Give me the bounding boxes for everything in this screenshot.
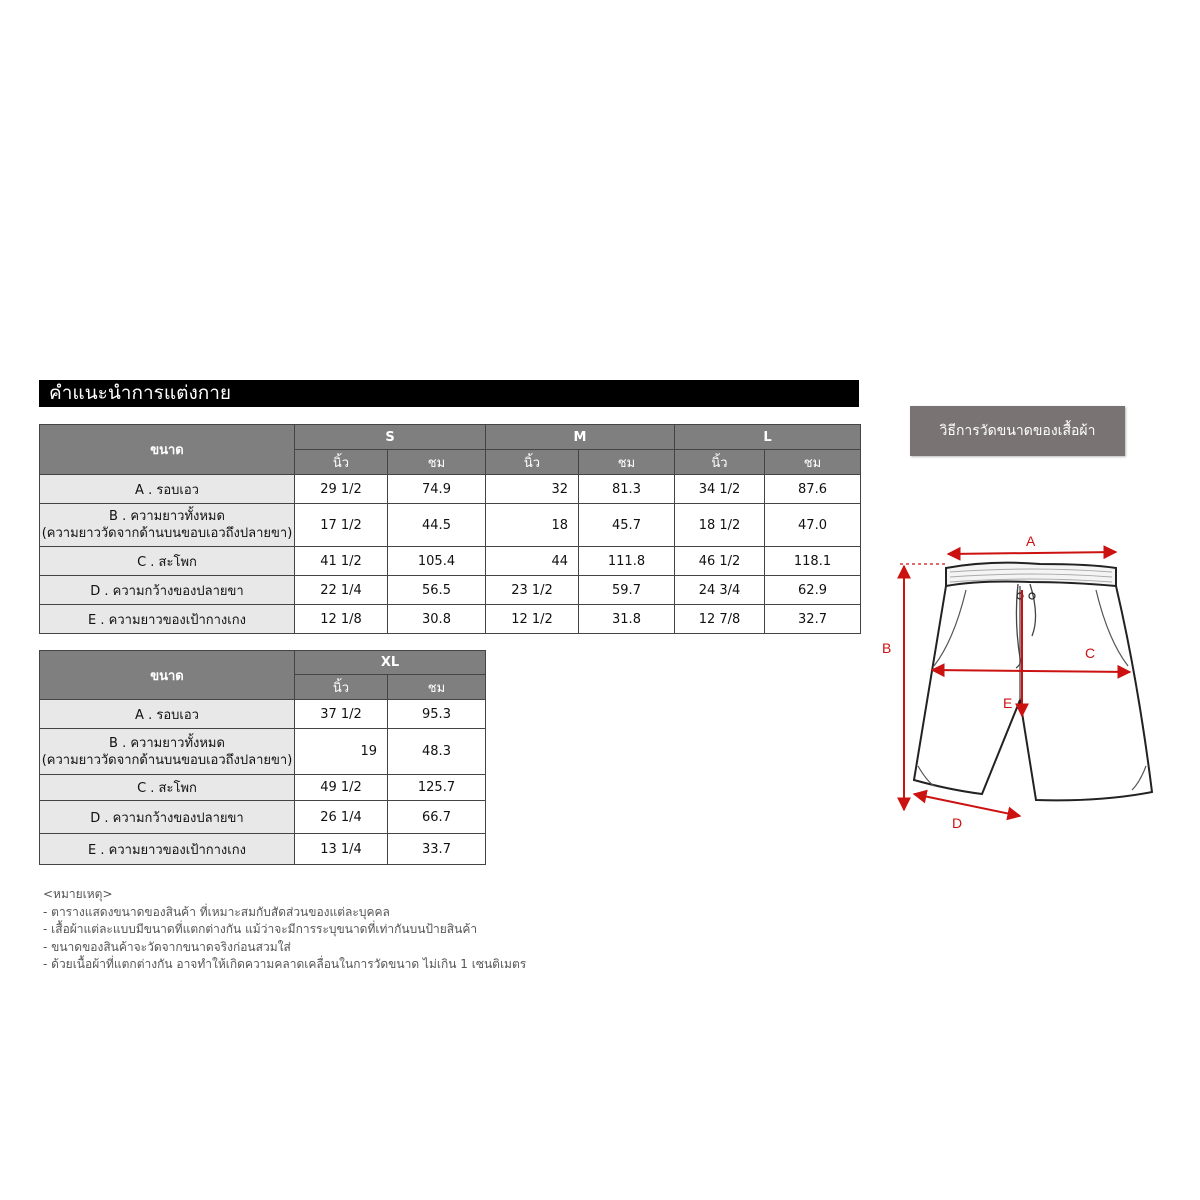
page-title: คำแนะนำการแต่งกาย [39, 380, 859, 407]
unit-inch: นิ้ว [295, 450, 388, 475]
table-cell: 87.6 [765, 475, 861, 504]
table-cell: 37 1/2 [295, 700, 388, 729]
size-header: ขนาด [40, 425, 295, 475]
table-row [40, 475, 861, 504]
label-d: D [952, 815, 963, 831]
size-group-m: M [486, 425, 675, 450]
table-cell: 49 1/2 [295, 775, 388, 801]
table-cell: 17 1/2 [295, 504, 388, 547]
unit-cm: ชม [579, 450, 675, 475]
table-cell: 18 1/2 [675, 504, 765, 547]
row-label-hip: C . สะโพก [40, 775, 295, 801]
row-label-line: B . ความยาวทั้งหมด [109, 735, 225, 751]
table-row [40, 700, 486, 729]
table-row [40, 729, 486, 775]
table-cell: 31.8 [579, 605, 675, 634]
table-cell: 12 1/8 [295, 605, 388, 634]
table-cell: 46 1/2 [675, 547, 765, 576]
unit-cm: ชม [765, 450, 861, 475]
table-cell: 13 1/4 [295, 834, 388, 865]
table-cell: 34 1/2 [675, 475, 765, 504]
note-line: - เสื้อผ้าแต่ละแบบมีขนาดที่แตกต่างกัน แม้ว่าจะมีการระบุขนาดที่เท่ากันบนป้ายสินค้า [43, 922, 478, 936]
row-label-rise: E . ความยาวของเป้ากางเกง [40, 605, 295, 634]
row-label-rise: E . ความยาวของเป้ากางเกง [40, 834, 295, 865]
table-cell: 62.9 [765, 576, 861, 605]
table-cell: 45.7 [579, 504, 675, 547]
table-cell: 95.3 [388, 700, 486, 729]
shorts-outline [914, 563, 1152, 801]
label-e: E [1003, 695, 1013, 711]
size-table-s-m-l [39, 424, 861, 634]
table-row [40, 576, 861, 605]
table-cell: 81.3 [579, 475, 675, 504]
size-group-s: S [295, 425, 486, 450]
table-cell: 59.7 [579, 576, 675, 605]
table-cell: 44 [486, 547, 579, 576]
table-cell: 19 [295, 729, 388, 775]
unit-inch: นิ้ว [675, 450, 765, 475]
row-label-line: B . ความยาวทั้งหมด [109, 509, 225, 524]
shorts-measurement-diagram [870, 530, 1170, 840]
row-label-total-length [40, 504, 295, 547]
notes-block [43, 886, 526, 974]
table-cell: 44.5 [388, 504, 486, 547]
table-cell: 111.8 [579, 547, 675, 576]
label-a: A [1026, 533, 1036, 549]
label-b: B [882, 640, 892, 656]
table-row [40, 775, 486, 801]
table-cell: 47.0 [765, 504, 861, 547]
table-cell: 66.7 [388, 801, 486, 834]
table-cell: 32.7 [765, 605, 861, 634]
note-line: - ตารางแสดงขนาดของสินค้า ที่เหมาะสมกับสัดส่วนของแต่ละบุคคล [43, 904, 390, 919]
note-line: - ด้วยเนื้อผ้าที่แตกต่างกัน อาจทำให้เกิดความคลาดเคลื่อนในการวัดขนาด ไม่เกิน 1 เซนติเมตร [43, 957, 527, 971]
unit-cm: ชม [388, 675, 486, 700]
table-row [40, 605, 861, 634]
unit-inch: นิ้ว [295, 675, 388, 700]
notes-heading: <หมายเหตุ> [43, 887, 113, 901]
row-label-leg-opening: D . ความกว้างของปลายขา [40, 801, 295, 834]
table-row [40, 801, 486, 834]
table-cell: 12 7/8 [675, 605, 765, 634]
table-cell: 33.7 [388, 834, 486, 865]
table-cell: 125.7 [388, 775, 486, 801]
row-label-subline: (ความยาววัดจากด้านบนขอบเอวถึงปลายขา) [41, 526, 293, 541]
size-header: ขนาด [40, 651, 295, 700]
table-cell: 41 1/2 [295, 547, 388, 576]
table-cell: 29 1/2 [295, 475, 388, 504]
table-row [40, 504, 861, 547]
unit-cm: ชม [388, 450, 486, 475]
table-cell: 24 3/4 [675, 576, 765, 605]
label-c: C [1085, 645, 1096, 661]
measurement-markers [900, 552, 1130, 816]
table-cell: 18 [486, 504, 579, 547]
row-label-hip: C . สะโพก [40, 547, 295, 576]
note-line: - ขนาดของสินค้าจะวัดจากขนาดจริงก่อนสวมใส่ [43, 939, 291, 954]
row-label-subline: (ความยาววัดจากด้านบนขอบเอวถึงปลายขา) [41, 752, 293, 768]
table-cell: 32 [486, 475, 579, 504]
table-cell: 30.8 [388, 605, 486, 634]
row-label-waist: A . รอบเอว [40, 700, 295, 729]
table-cell: 74.9 [388, 475, 486, 504]
size-table-xl [39, 650, 486, 865]
table-cell: 56.5 [388, 576, 486, 605]
table-cell: 22 1/4 [295, 576, 388, 605]
table-cell: 23 1/2 [486, 576, 579, 605]
unit-inch: นิ้ว [486, 450, 579, 475]
row-label-waist: A . รอบเอว [40, 475, 295, 504]
row-label-total-length [40, 729, 295, 775]
row-label-leg-opening: D . ความกว้างของปลายขา [40, 576, 295, 605]
table-cell: 26 1/4 [295, 801, 388, 834]
size-group-l: L [675, 425, 861, 450]
table-row [40, 547, 861, 576]
table-cell: 12 1/2 [486, 605, 579, 634]
how-to-measure-button[interactable]: วิธีการวัดขนาดของเสื้อผ้า [910, 406, 1125, 456]
size-group-xl: XL [295, 651, 486, 675]
table-row [40, 834, 486, 865]
table-cell: 105.4 [388, 547, 486, 576]
table-cell: 118.1 [765, 547, 861, 576]
table-cell: 48.3 [388, 729, 486, 775]
